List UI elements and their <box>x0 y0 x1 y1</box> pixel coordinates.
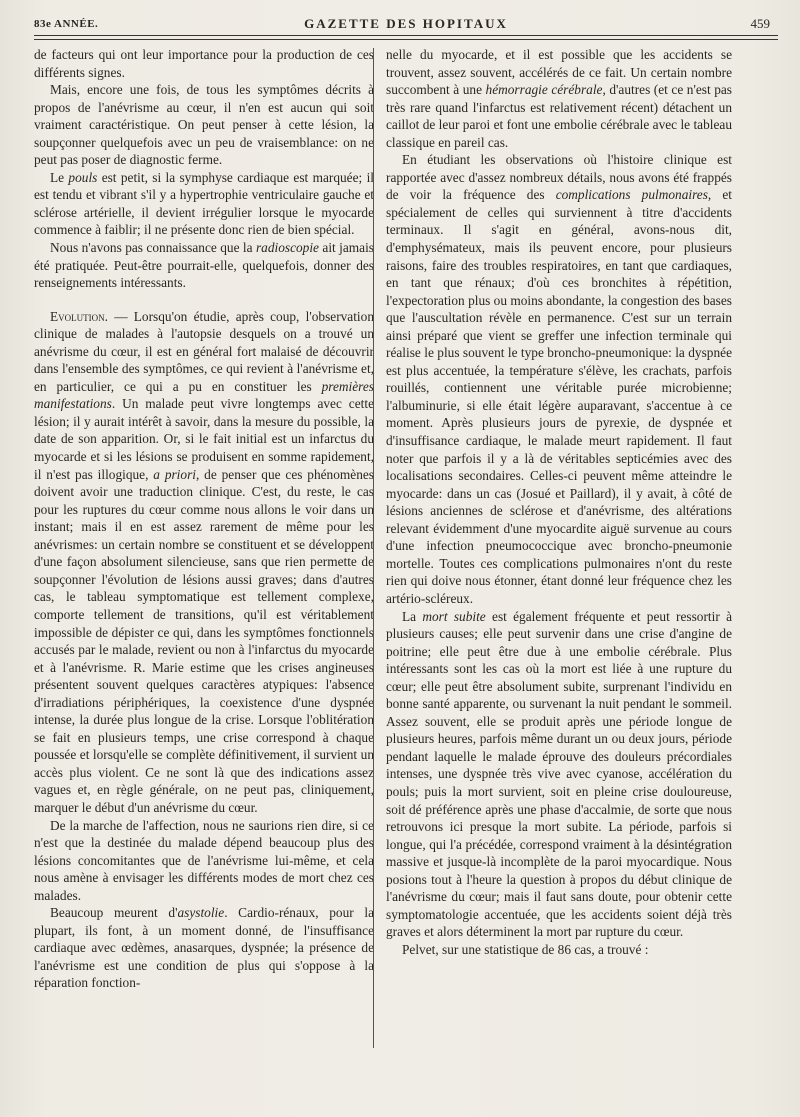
left-column <box>34 46 374 992</box>
paragraph: de facteurs qui ont leur importance pour la production de ces différents signes. <box>34 47 374 80</box>
right-column <box>386 46 732 958</box>
page-header <box>34 6 778 36</box>
paragraph: Evolution. — Lorsqu'on étudie, après coup, l'observation clinique de malades à l'autopsie desquels on a trouvé un anévrisme du cœur, il est en général fort malaisé de découvrir dans l'ensemble des symptômes, ce qui revient à l'anévrisme et, en particulier, ce qui a pu en constituer les premières manifestations. Un malade peut vivre longtemps avec cette lésion; il y aurait intérêt à savoir, dans la mesure du possible, la date de son apparition. Or, si le fait initial est un infarctus du myocarde et si les lésions se produisent en somme rapidement, il n'est pas illogique, a priori, de penser que ces phénomènes doivent avoir une traduction clinique. C'est, du reste, le cas pour les ruptures du cœur comme nous allons le voir dans un instant; mais il en est assez rarement de même pour les anévrismes: un certain nombre se constituent et se développent d'une façon absolument silencieuse, sans que rien permette de soupçonner l'évolution de lésions aussi graves; dans d'autres cas, le tableau symptomatique est tellement complexe, comporte tellement de transitions, qu'il est véritablement impossible de dépister ce qui, dans les symptômes fonctionnels accusés par le malade, revient ou non à l'infarctus du myocarde et à l'anévrisme. R. Marie estime que les crises angineuses présentent souvent quelques caractères atypiques: l'absence d'irradiations périphériques, la coexistence d'une dyspnée intense, la durée plus longue de la crise. Lorsque l'oblitération se fait en plusieurs temps, une crise correspond à chaque poussée et lorsqu'elle se complète définitivement, il survient un accès plus violent. Ce ne sont là que des indications assez vagues et, en règle générale, on ne peut pas, cliniquement, marquer le début d'un anévrisme du cœur. <box>34 308 374 815</box>
paragraph: Pelvet, sur une statistique de 86 cas, a trouvé : <box>402 941 649 957</box>
edition-label: 83e ANNÉE. <box>34 18 99 30</box>
header-rule-bottom <box>34 39 778 40</box>
italic-term: premières manifestations <box>34 378 374 412</box>
paragraph: nelle du myocarde, et il est possible que les accidents se trouvent, assez souvent, accélérés de ce fait. Un certain nombre succombent à une hémorragie cérébrale, d'autres (et ce n'est pas très rare quand l'infarctus est relativement récent) détachent un caillot de leur paroi et font une embolie cérébrale avec le tableau classique en pareil cas. <box>386 47 732 150</box>
italic-term: asystolie <box>177 905 225 921</box>
italic-term: a priori <box>153 466 196 482</box>
paragraph: Beaucoup meurent d'asystolie. Cardio-rénaux, pour la plupart, ils font, à un moment donné, de l'insuffisance cardiaque avec œdèmes, anasarques, dyspnée; la présence de l'anévrisme est une condition de plus qui s'oppose à la réparation fonction- <box>34 905 374 991</box>
italic-term: mort subite <box>422 608 486 624</box>
italic-term: pouls <box>68 169 98 185</box>
paragraph: Nous n'avons pas connaissance que la radioscopie ait jamais été pratiquée. Peut-être pourrait-elle, quelquefois, donner des renseignements intéressants. <box>34 240 374 291</box>
italic-term: radioscopie <box>255 240 319 256</box>
italic-term: hémorragie cérébrale <box>485 82 603 98</box>
section-heading: Evolution. <box>50 308 108 324</box>
publication-title: GAZETTE DES HOPITAUX <box>304 16 508 31</box>
paragraph: De la marche de l'affection, nous ne saurions rien dire, si ce n'est que la destinée du malade dépend beaucoup plus des lésions concomitantes que de l'anévrisme lui-même, et cela nous amène à envisager les différents modes de mort chez ces malades. <box>34 817 374 903</box>
paragraph: La mort subite est également fréquente et peut ressortir à plusieurs causes; elle peut survenir dans une crise d'angine de poitrine; elle peut être due à une embolie cérébrale. Plus intéressants sont les cas où la mort est liée à une rupture du cœur; elle peut être absolument subite, surprenant l'individu en bonne santé apparente, ou survenant la nuit pendant le sommeil. Assez souvent, elle se produit après une période longue de plusieurs heures, parfois même durant un ou deux jours, période pendant laquelle le malade éprouve des douleurs précordiales intenses, une dyspnée très vive avec cyanose, accélération du pouls; puis la mort survient, soit en pleine crise douloureuse, soit dé préférence après une phase d'accalmie, de sorte que nous retrouvons ici presque la mort subite. La période, parfois si longue, qui l'a précédée, correspond vraiment à la désintégration massive et jusque-là incomplète de la paroi myocardique. Nous posions tout à l'heure la question à propos du début clinique de l'anévrisme du cœur; mais il faut sans doute, pour obtenir cette symptomatologie accentuée, que les accidents soient déjà très graves et alors déterminent la mort par rupture du cœur. <box>386 608 732 940</box>
header-rule-top <box>34 35 778 36</box>
paragraph: En étudiant les observations où l'histoire clinique est rapportée avec d'assez nombreux détails, nous avons été frappés de voir la fréquence des complications pulmonaires, et spécialement de celles qui surviennent à titre d'accidents terminaux. Il s'agit en général, avons-nous dit, d'emphysémateux, mais ils peuvent encore, pour plusieurs raisons, faire des troubles respiratoires, en tant que cardiaques, en tant que rénaux; d'où ces bronchites à répétition, l'expectoration plus ou moins abondante, la congestion des bases que l'auscultation révèle en permanence. C'est sur un terrain ainsi préparé que vient se greffer une infection terminale qui réalise le plus souvent le type broncho-pneumonique: la dyspnée est plus accentuée, la température s'élève, les crachats, parfois rouillés, contiennent une véritable purée microbienne; l'albuminurie, si elle était légère auparavant, s'accentue à ce moment. Après plusieurs jours de pyrexie, de dyspnée et d'insuffisance cardiaque, le malade meurt rapidement. Il faut noter que parfois il y a là de véritables septicémies avec des localisations secondaires. Celles-ci peuvent même atteindre le myocarde: dans un cas (Josué et Paillard), il y avait, à côté de lésions anciennes de sclérose et d'anévrisme, des altérations relevant évidemment d'une myocardite aiguë survenue au cours d'une infection pneumococcique avec broncho-pneumonie mortelle. Toutes ces complications pulmonaires n'ont du reste rien qui doive nous étonner, étant donné leur fréquence chez les artério-scléreux. <box>386 152 732 606</box>
paragraph: Le pouls est petit, si la symphyse cardiaque est marquée; il est tendu et vibrant s'il y a hypertrophie ventriculaire gauche et sclérose artérielle, il devient irrégulier lorsque le myocarde commence à faiblir; il ne présente donc rien de bien spécial. <box>34 169 374 238</box>
column-divider <box>373 48 374 1048</box>
page-number: 459 <box>750 16 770 31</box>
paragraph: Mais, encore une fois, de tous les symptômes décrits à propos de l'anévrisme au cœur, il n'en est aucun qui soit vraiment caractéristique. On peut penser à cette lésion, la soupçonner quelquefois avec un peu de vraisemblance: on ne peut pas poser de diagnostic ferme. <box>34 82 374 168</box>
italic-term: complications pulmonaires <box>555 187 708 203</box>
